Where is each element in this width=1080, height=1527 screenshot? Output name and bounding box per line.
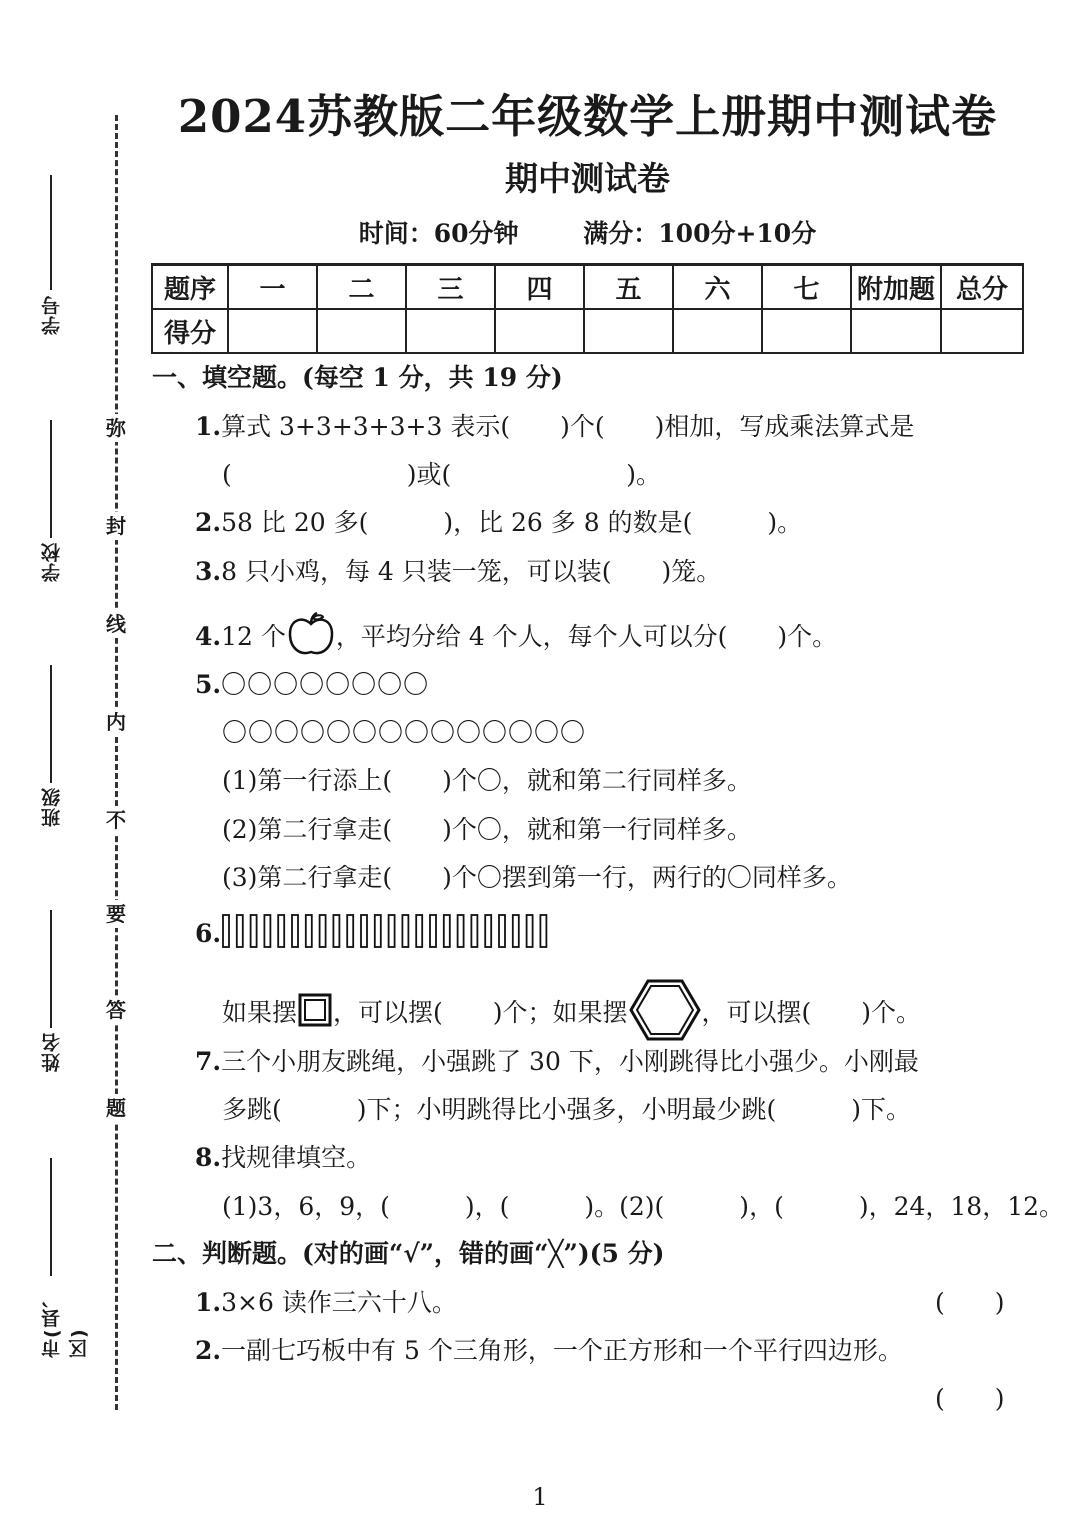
class-blank[interactable] (50, 665, 52, 783)
score-cell[interactable] (317, 309, 406, 353)
stick (347, 915, 353, 947)
name-blank[interactable] (50, 910, 52, 1028)
seal-char: 题 (102, 1094, 130, 1122)
question-5-part-1: (1)第一行添上( )个〇，就和第二行同样多。 (222, 766, 752, 795)
question-6 (195, 913, 561, 958)
seal-char: 要 (102, 900, 130, 928)
stick (223, 915, 229, 947)
score-cell[interactable] (406, 309, 495, 353)
question-number: 8. (195, 1143, 222, 1172)
section-2-title: 二、判断题。(对的画“√”，错的画“╳”)(5 分) (152, 1239, 665, 1268)
question-text: 三个小朋友跳绳，小强跳了 30 下，小刚跳得比小强少。小刚最 (221, 1047, 919, 1076)
stick (485, 915, 491, 947)
question-number: 6. (195, 919, 222, 948)
score-cell[interactable] (762, 309, 851, 353)
table-cell: 四 (495, 265, 584, 310)
student-id-field (18, 175, 78, 345)
section-1-title: 一、填空题。(每空 1 分，共 19 分) (152, 363, 563, 392)
question-number: 1. (195, 1288, 222, 1317)
question-number: 2. (195, 1336, 222, 1365)
table-cell: 五 (584, 265, 673, 310)
name-label: 姓名 (41, 1032, 63, 1072)
stick (278, 915, 284, 947)
hexagon-icon (628, 978, 702, 1051)
student-id-label: 学号 (41, 295, 63, 335)
stick (444, 915, 450, 947)
question-8 (195, 1141, 371, 1175)
question-7 (195, 1045, 919, 1079)
question-7-cont: 多跳( )下；小明跳得比小强多，小明最少跳( )下。 (222, 1095, 912, 1124)
table-cell: 七 (762, 265, 851, 310)
judge-question-2 (195, 1334, 903, 1368)
question-text: ，可以摆( )个。 (701, 998, 922, 1027)
seal-char: 答 (102, 996, 130, 1024)
stick (527, 915, 533, 947)
seal-char: 内 (102, 708, 130, 736)
question-2 (195, 506, 802, 540)
full-score: 满分：100分+10分 (583, 219, 817, 248)
stick (416, 915, 422, 947)
district-blank[interactable] (50, 1158, 52, 1276)
question-1-cont: ( )或( )。 (222, 460, 662, 489)
student-id-blank[interactable] (50, 175, 52, 290)
circle-row-1: 〇〇〇〇〇〇〇〇 (221, 670, 430, 699)
seal-dashed-line (115, 115, 118, 1410)
page-number: 1 (532, 1483, 548, 1511)
stick (430, 915, 436, 947)
score-cell[interactable] (584, 309, 673, 353)
district-label: 市(县、区) (41, 1288, 90, 1358)
question-6-cont (222, 978, 921, 1051)
seal-char: 不 (102, 806, 130, 834)
stick (513, 915, 519, 947)
question-4 (195, 610, 837, 667)
stick (292, 915, 298, 947)
seal-char: 封 (102, 512, 130, 540)
class-label: 班级 (41, 787, 63, 827)
question-text: 如果摆 (222, 998, 298, 1027)
table-cell: 题序 (152, 265, 228, 310)
question-text: 算式 3+3+3+3+3 表示( )个( )相加，写成乘法算式是 (221, 412, 915, 441)
school-field (18, 420, 78, 590)
circle-row-2: 〇〇〇〇〇〇〇〇〇〇〇〇〇〇 (222, 718, 587, 747)
page-title: 2024苏教版二年级数学上册期中测试卷 (177, 90, 998, 143)
score-cell[interactable] (495, 309, 584, 353)
question-text: 一副七巧板中有 5 个三角形，一个正方形和一个平行四边形。 (221, 1336, 903, 1365)
question-text: 找规律填空。 (221, 1143, 372, 1172)
stick (458, 915, 464, 947)
score-table-score-row (152, 309, 1023, 353)
seal-char: 弥 (102, 414, 130, 442)
score-cell[interactable] (673, 309, 762, 353)
page-subtitle: 期中测试卷 (505, 159, 670, 198)
table-cell: 一 (228, 265, 317, 310)
stick (334, 915, 340, 947)
question-number: 4. (195, 622, 222, 651)
answer-parentheses[interactable]: ( ) (935, 1288, 1005, 1317)
stick (320, 915, 326, 947)
stick (306, 915, 312, 947)
district-field (18, 1158, 90, 1358)
question-text: 3×6 读作三六十八。 (221, 1288, 457, 1317)
score-cell[interactable] (851, 309, 941, 353)
question-number: 7. (195, 1047, 222, 1076)
time-limit: 时间：60分钟 (358, 219, 519, 248)
question-number: 1. (195, 412, 222, 441)
question-5-part-2: (2)第二行拿走( )个〇，就和第一行同样多。 (222, 815, 752, 844)
apple-icon (286, 610, 336, 667)
question-number: 3. (195, 557, 222, 586)
question-text: 12 个 (221, 622, 286, 651)
question-5-part-3: (3)第二行拿走( )个〇摆到第一行，两行的〇同样多。 (222, 863, 852, 892)
answer-parentheses[interactable]: ( ) (935, 1384, 1005, 1413)
question-text: ，平均分给 4 个人，每个人可以分( )个。 (335, 622, 838, 651)
question-5 (195, 668, 429, 702)
sticks-icon (221, 913, 561, 958)
score-cell[interactable] (941, 309, 1023, 353)
score-table (151, 263, 1024, 354)
stick (265, 915, 271, 947)
exam-meta (150, 214, 1025, 250)
stick (403, 915, 409, 947)
stick (472, 915, 478, 947)
square-icon (297, 992, 333, 1037)
question-text: 8 只小鸡，每 4 只装一笼，可以装( )笼。 (221, 557, 722, 586)
stick (361, 915, 367, 947)
table-cell: 二 (317, 265, 406, 310)
table-cell: 总分 (941, 265, 1023, 310)
stick (499, 915, 505, 947)
score-cell[interactable] (228, 309, 317, 353)
question-8-cont: (1)3，6，9，( )，( )。(2)( )，( )，24，18，12。 (222, 1192, 1065, 1221)
question-number: 2. (195, 508, 222, 537)
class-field (18, 665, 78, 835)
question-1 (195, 410, 914, 444)
stick (251, 915, 257, 947)
question-text: 58 比 20 多( )，比 26 多 8 的数是( )。 (221, 508, 803, 537)
binding-margin (0, 0, 140, 1527)
school-label: 学校 (41, 542, 63, 582)
question-text: ，可以摆( )个；如果摆 (333, 998, 628, 1027)
question-number: 5. (195, 670, 222, 699)
score-table-header-row (152, 265, 1023, 310)
stick (237, 915, 243, 947)
table-cell: 得分 (152, 309, 228, 353)
seal-char: 线 (102, 610, 130, 638)
table-cell: 附加题 (851, 265, 941, 310)
stick (389, 915, 395, 947)
stick (375, 915, 381, 947)
stick (541, 915, 547, 947)
name-field (18, 910, 78, 1080)
question-3 (195, 555, 721, 589)
table-cell: 六 (673, 265, 762, 310)
table-cell: 三 (406, 265, 495, 310)
school-blank[interactable] (50, 420, 52, 538)
judge-question-1 (195, 1286, 457, 1320)
